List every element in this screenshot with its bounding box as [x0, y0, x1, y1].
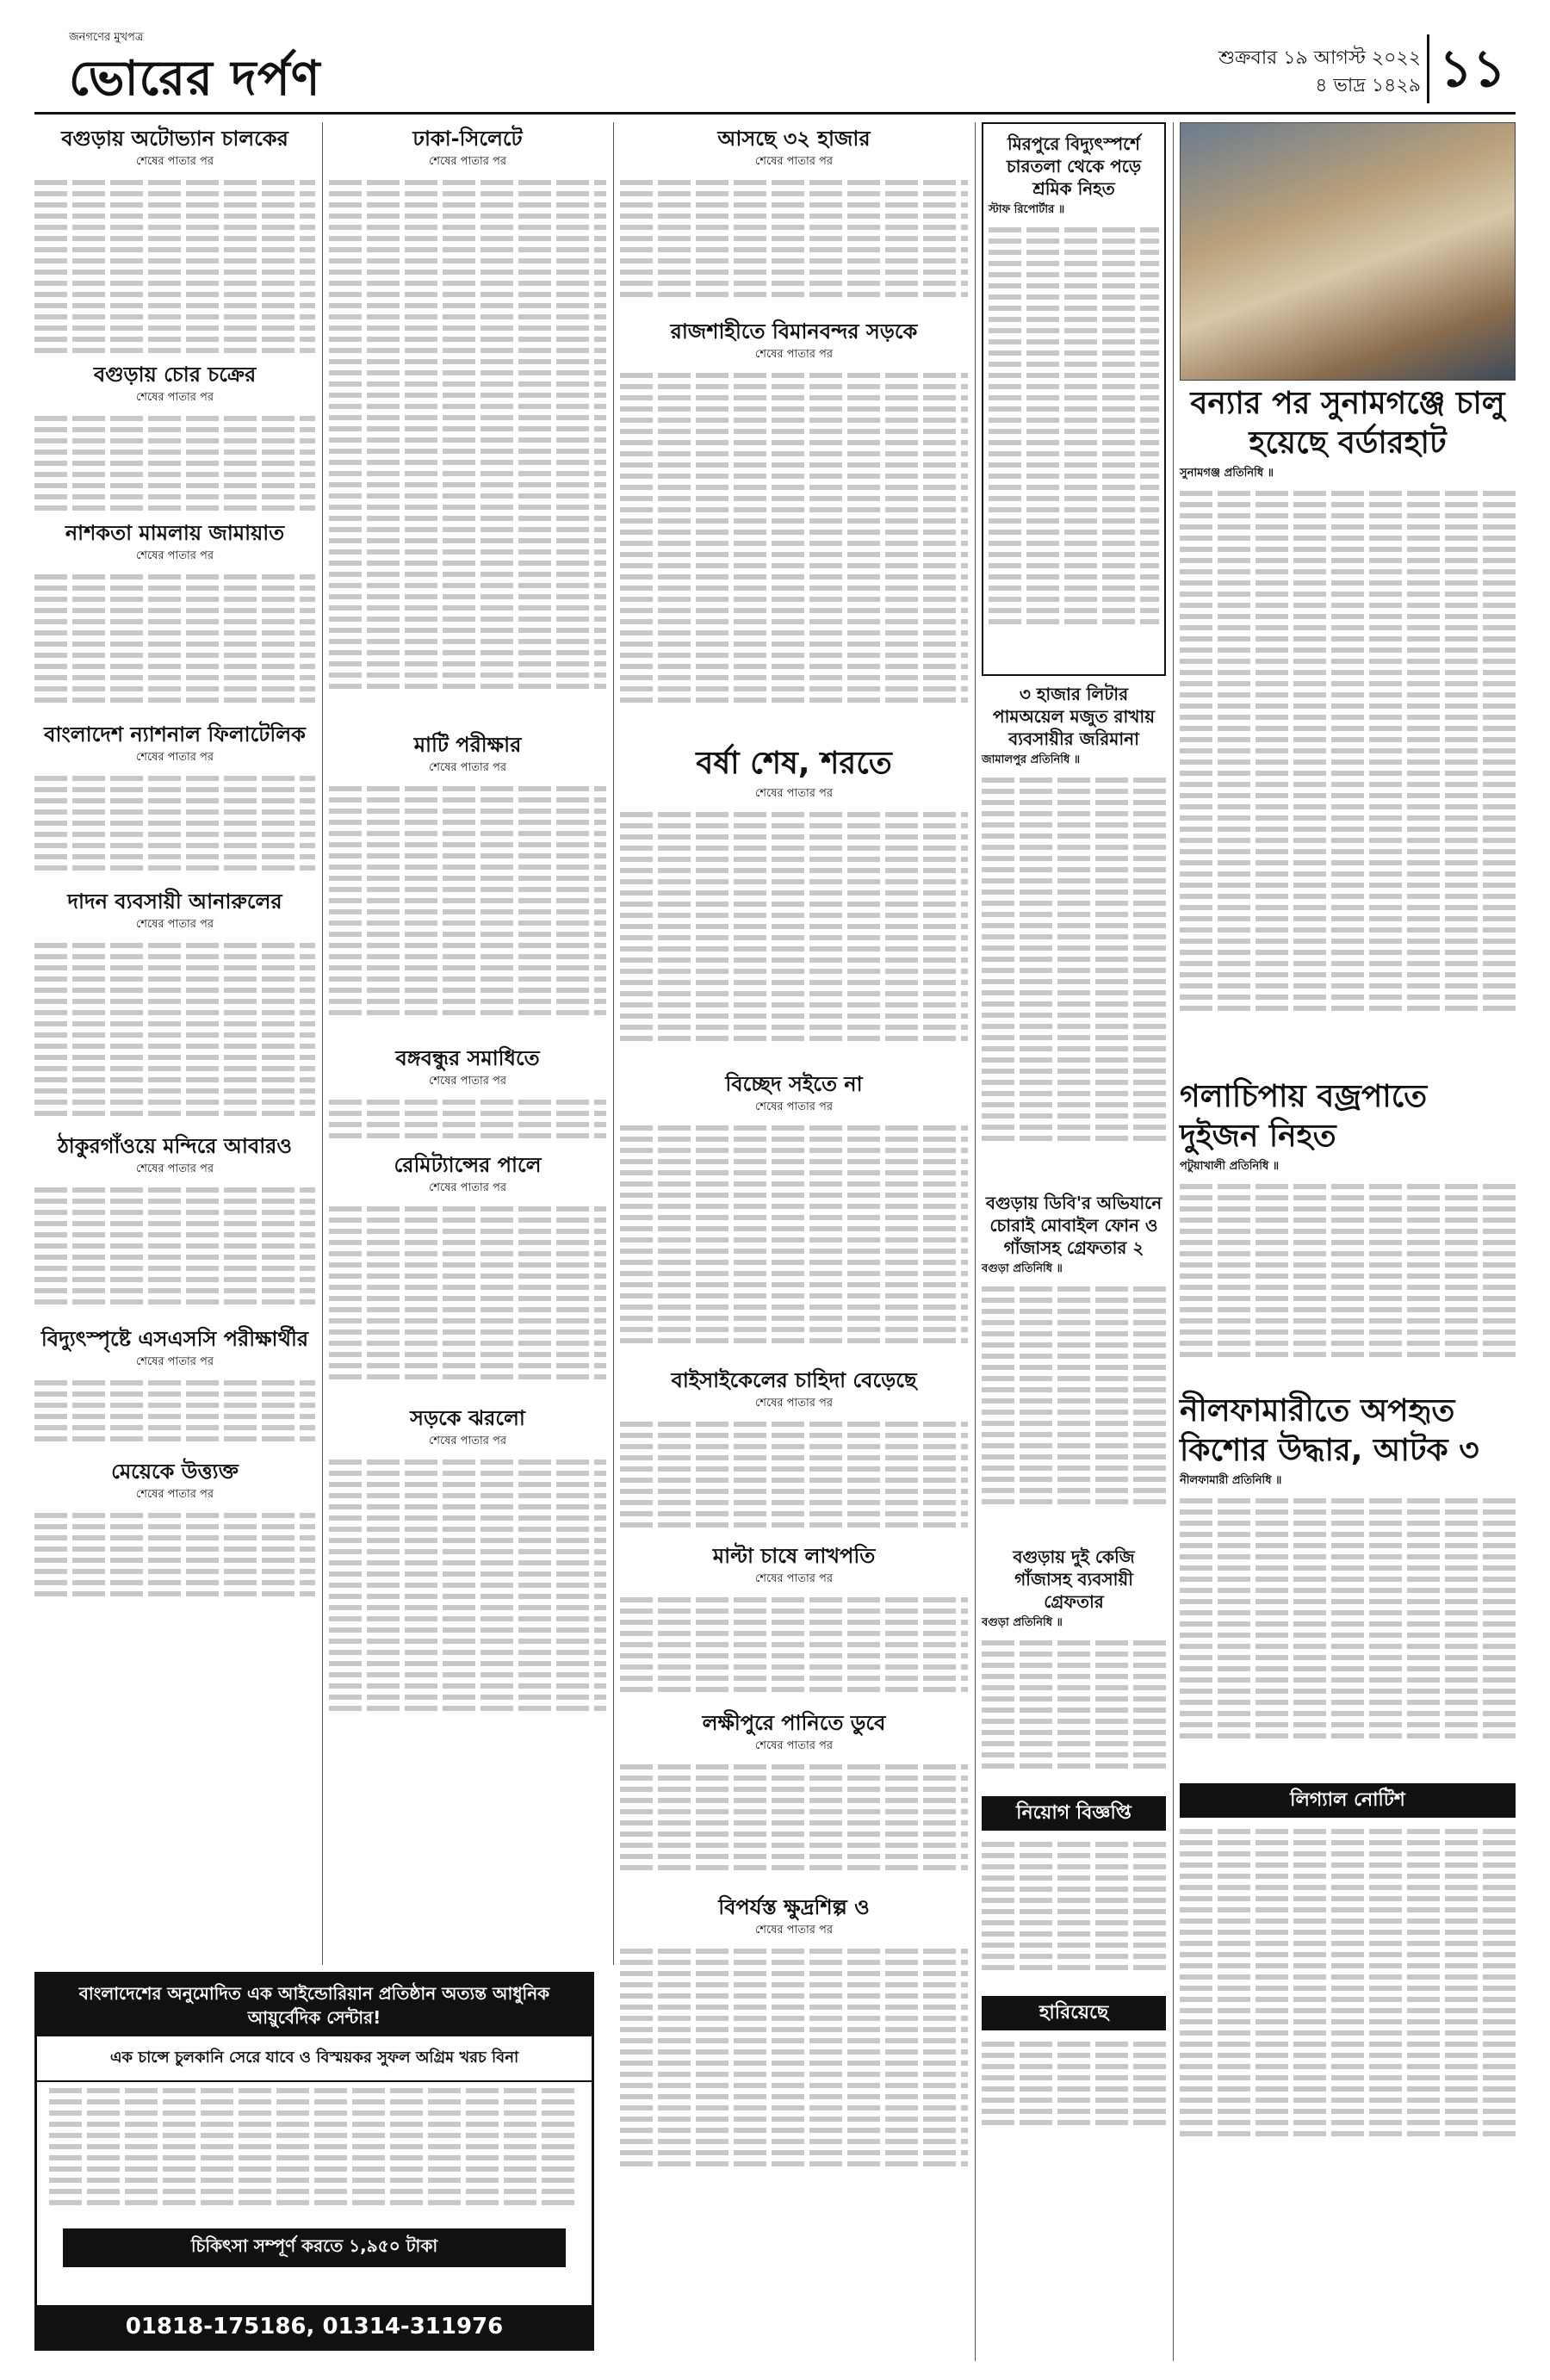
story-text — [1180, 485, 1516, 1070]
story — [982, 1546, 1166, 1789]
column-4 — [982, 122, 1166, 2148]
story — [34, 889, 315, 1126]
story-text — [329, 1200, 606, 1398]
column-rule — [1173, 122, 1174, 2361]
story — [1180, 1077, 1516, 1385]
story-continued: শেষের পাতার পর — [754, 1739, 834, 1752]
story — [329, 126, 606, 725]
story-headline: রেমিট্যান্সের পালে — [394, 1153, 542, 1177]
story-headline: বিপর্যস্ত ক্ষুদ্রশিল্প ও — [718, 1895, 870, 1919]
story-text — [1180, 1178, 1516, 1385]
column-rule — [322, 122, 323, 1965]
story-text — [620, 1943, 968, 2201]
story-headline: মেয়েকে উত্ত্যক্ত — [111, 1460, 239, 1484]
story — [34, 126, 315, 355]
story-text — [34, 568, 315, 715]
story-headline: সড়কে ঝরলো — [410, 1406, 525, 1430]
newspaper-logo: ভোরের দর্পণ — [69, 51, 321, 107]
newspaper-page — [34, 26, 1516, 2351]
story-headline: নাশকতা মামলায় জামায়াত — [65, 521, 285, 545]
story-headline: দাদন ব্যবসায়ী আনারুলের — [67, 889, 282, 914]
story — [34, 722, 315, 882]
date-gregorian: শুক্রবার ১৯ আগস্ট ২০২২ — [1218, 47, 1421, 69]
story — [620, 1894, 968, 2201]
story-headline: নীলফামারীতে অপহৃত কিশোর উদ্ধার, আটক ৩ — [1180, 1393, 1479, 1468]
flood-market-photo — [1180, 122, 1516, 381]
column-rule — [613, 122, 614, 1965]
story — [329, 1405, 606, 1738]
story-continued: শেষের পাতার পর — [754, 787, 834, 800]
dateline — [1218, 45, 1421, 100]
story — [620, 1367, 968, 1536]
advert-price: চিকিৎসা সম্পূর্ণ করতে ১,৯৫০ টাকা — [63, 2228, 566, 2267]
story-text — [34, 1374, 315, 1452]
story-continued: শেষের পাতার পর — [754, 1924, 834, 1937]
story-text — [34, 1507, 315, 1610]
story-headline: বিদ্যুৎস্পৃষ্টে এসএসসি পরীক্ষার্থীর — [40, 1327, 309, 1351]
story-text — [34, 937, 315, 1126]
story — [34, 1133, 315, 1319]
story-headline: ৩ হাজার লিটার পামঅয়েল মজুত রাখায় ব্যবসায়ীর জরিমানা — [993, 684, 1155, 749]
story-byline: পটুয়াখালী প্রতিনিধি ॥ — [1180, 1160, 1280, 1173]
story-headline: বন্যার পর সুনামগঞ্জে চালু হয়েছে বর্ডারহাট — [1190, 386, 1505, 461]
story-continued: শেষের পাতার পর — [754, 1100, 834, 1113]
story — [34, 520, 315, 715]
story-headline: বগুড়ায় চোর চক্রের — [93, 363, 257, 387]
masthead — [34, 26, 1516, 115]
story-text — [34, 410, 315, 513]
story-headline: গলাচিপায় বজ্রপাতে দুইজন নিহত — [1180, 1079, 1428, 1154]
date-bangla: ৪ ভাদ্র ১৪২৯ — [1315, 75, 1421, 96]
story-continued: শেষের পাতার পর — [428, 761, 507, 774]
story-text — [989, 221, 1159, 669]
story-headline: বগুড়ায় অটোভ্যান চালকের — [61, 127, 288, 151]
lost-notice-text — [982, 2036, 1166, 2148]
story-text — [34, 770, 315, 882]
story-text — [329, 1094, 606, 1145]
story — [982, 1192, 1166, 1539]
story-headline: বগুড়ায় ডিবি'র অভিযানে চোরাই মোবাইল ফোন ও গাঁজাসহ গ্রেফতার ২ — [985, 1193, 1162, 1258]
story-text — [982, 1634, 1166, 1789]
tagline: জনগণের মুখপত্র — [69, 31, 144, 44]
story-continued: শেষের পাতার পর — [135, 391, 214, 404]
story-text — [982, 772, 1166, 1185]
story-continued: শেষের পাতার পর — [135, 918, 214, 931]
story — [620, 319, 968, 737]
story-continued: শেষের পাতার পর — [428, 1181, 507, 1194]
story — [329, 1152, 606, 1398]
story-text — [620, 174, 968, 312]
story-text — [620, 1591, 968, 1703]
story — [34, 1459, 315, 1610]
story — [982, 683, 1166, 1185]
advert-phone: 01818-175186, 01314-311976 — [37, 2305, 592, 2348]
story-headline: বাংলাদেশ ন্যাশনাল ফিলাটেলিক — [44, 722, 306, 747]
story-headline: মাটি পরীক্ষার — [413, 733, 522, 757]
column-rule — [975, 122, 976, 2361]
advert-subheadline: এক চান্সে চুলকানি সেরে যাবে ও বিস্ময়কর সুফল অগ্রিম খরচ বিনা — [37, 2036, 592, 2082]
story-continued: শেষের পাতার পর — [428, 1435, 507, 1447]
column-2 — [329, 122, 606, 1745]
story-headline: ঠাকুরগাঁওয়ে মন্দিরে আবারও — [57, 1134, 293, 1158]
story-byline: সুনামগঞ্জ প্রতিনিধি ॥ — [1180, 467, 1274, 480]
story-headline: আসছে ৩২ হাজার — [717, 127, 871, 151]
story-continued: শেষের পাতার পর — [135, 1162, 214, 1175]
story-text — [620, 1416, 968, 1536]
story-headline: মিরপুরে বিদ্যুৎস্পর্শে চারতলা থেকে পড়ে শ্রমিক নিহত — [1006, 133, 1142, 199]
story — [620, 1543, 968, 1703]
story — [982, 122, 1166, 676]
story-byline: বগুড়া প্রতিনিধি ॥ — [982, 1262, 1063, 1275]
story-text — [329, 174, 606, 725]
story-continued: শেষের পাতার পর — [754, 348, 834, 361]
story-byline: জামালপুর প্রতিনিধি ॥ — [982, 753, 1081, 766]
column-5 — [1180, 122, 1516, 2185]
story-continued: শেষের পাতার পর — [754, 155, 834, 168]
story-continued: শেষের পাতার পর — [135, 1488, 214, 1501]
story-byline: বগুড়া প্রতিনিধি ॥ — [982, 1616, 1063, 1629]
story-byline: নীলফামারী প্রতিনিধি ॥ — [1180, 1474, 1282, 1487]
story-text — [34, 1181, 315, 1319]
story-continued: শেষের পাতার পর — [754, 1572, 834, 1585]
story-continued: শেষের পাতার পর — [428, 155, 507, 168]
column-1 — [34, 122, 315, 1617]
story-headline: লক্ষীপুরে পানিতে ডুবে — [702, 1711, 886, 1735]
recruitment-notice-text — [982, 1836, 1166, 1991]
story — [1180, 1391, 1516, 1776]
story-continued: শেষের পাতার পর — [754, 1397, 834, 1410]
story-text — [620, 806, 968, 1064]
story — [620, 126, 968, 312]
story — [329, 1045, 606, 1145]
column-3 — [620, 122, 968, 2208]
story-headline: বর্ষা শেষ, শরতে — [696, 746, 892, 781]
recruitment-notice-heading: নিয়োগ বিজ্ঞপ্তি — [982, 1796, 1166, 1831]
story — [620, 1071, 968, 1360]
story-text — [620, 1119, 968, 1360]
story-headline: বঙ্গবন্ধুর সমাধিতে — [395, 1046, 540, 1070]
story-continued: শেষের পাতার পর — [135, 1355, 214, 1368]
story — [620, 1710, 968, 1887]
story-continued: শেষের পাতার পর — [135, 751, 214, 764]
story-headline: বগুড়ায় দুই কেজি গাঁজাসহ ব্যবসায়ী গ্রেফতার — [1013, 1546, 1135, 1612]
story-byline: স্টাফ রিপোর্টার ॥ — [989, 203, 1065, 216]
story-text — [1180, 1492, 1516, 1776]
story — [620, 744, 968, 1064]
story-headline: বিচ্ছেদ সইতে না — [725, 1072, 863, 1096]
story-headline: বাইসাইকেলের চাহিদা বেড়েছে — [671, 1368, 917, 1392]
story — [34, 362, 315, 513]
story-headline: রাজশাহীতে বিমানবন্দর সড়কে — [670, 319, 918, 344]
legal-notice-text — [1180, 1823, 1516, 2185]
page-number: ১১ — [1427, 34, 1516, 103]
story — [329, 732, 606, 1038]
advert-text — [49, 2082, 580, 2220]
story-text — [620, 367, 968, 737]
advert-headline: বাংলাদেশের অনুমোদিত এক আইন্ডোরিয়ান প্রতিষ্ঠান অত্যন্ত আধুনিক আয়ুর্বেদিক সেন্টার! — [37, 1974, 592, 2036]
story-text — [982, 1280, 1166, 1539]
story-text — [329, 780, 606, 1038]
advertisement — [34, 1972, 594, 2351]
legal-notice-heading: লিগ্যাল নোটিশ — [1180, 1783, 1516, 1818]
story-headline: মাল্টা চাষে লাখপতি — [712, 1544, 876, 1568]
story — [34, 1326, 315, 1452]
story-text — [620, 1758, 968, 1887]
story-continued: শেষের পাতার পর — [428, 1075, 507, 1088]
story-text — [329, 1453, 606, 1738]
lost-notice-heading: হারিয়েছে — [982, 1996, 1166, 2030]
story-continued: শেষের পাতার পর — [135, 549, 214, 562]
story-headline: ঢাকা-সিলেটে — [412, 127, 523, 151]
story-text — [34, 174, 315, 355]
story — [1180, 384, 1516, 1070]
story-continued: শেষের পাতার পর — [135, 155, 214, 168]
